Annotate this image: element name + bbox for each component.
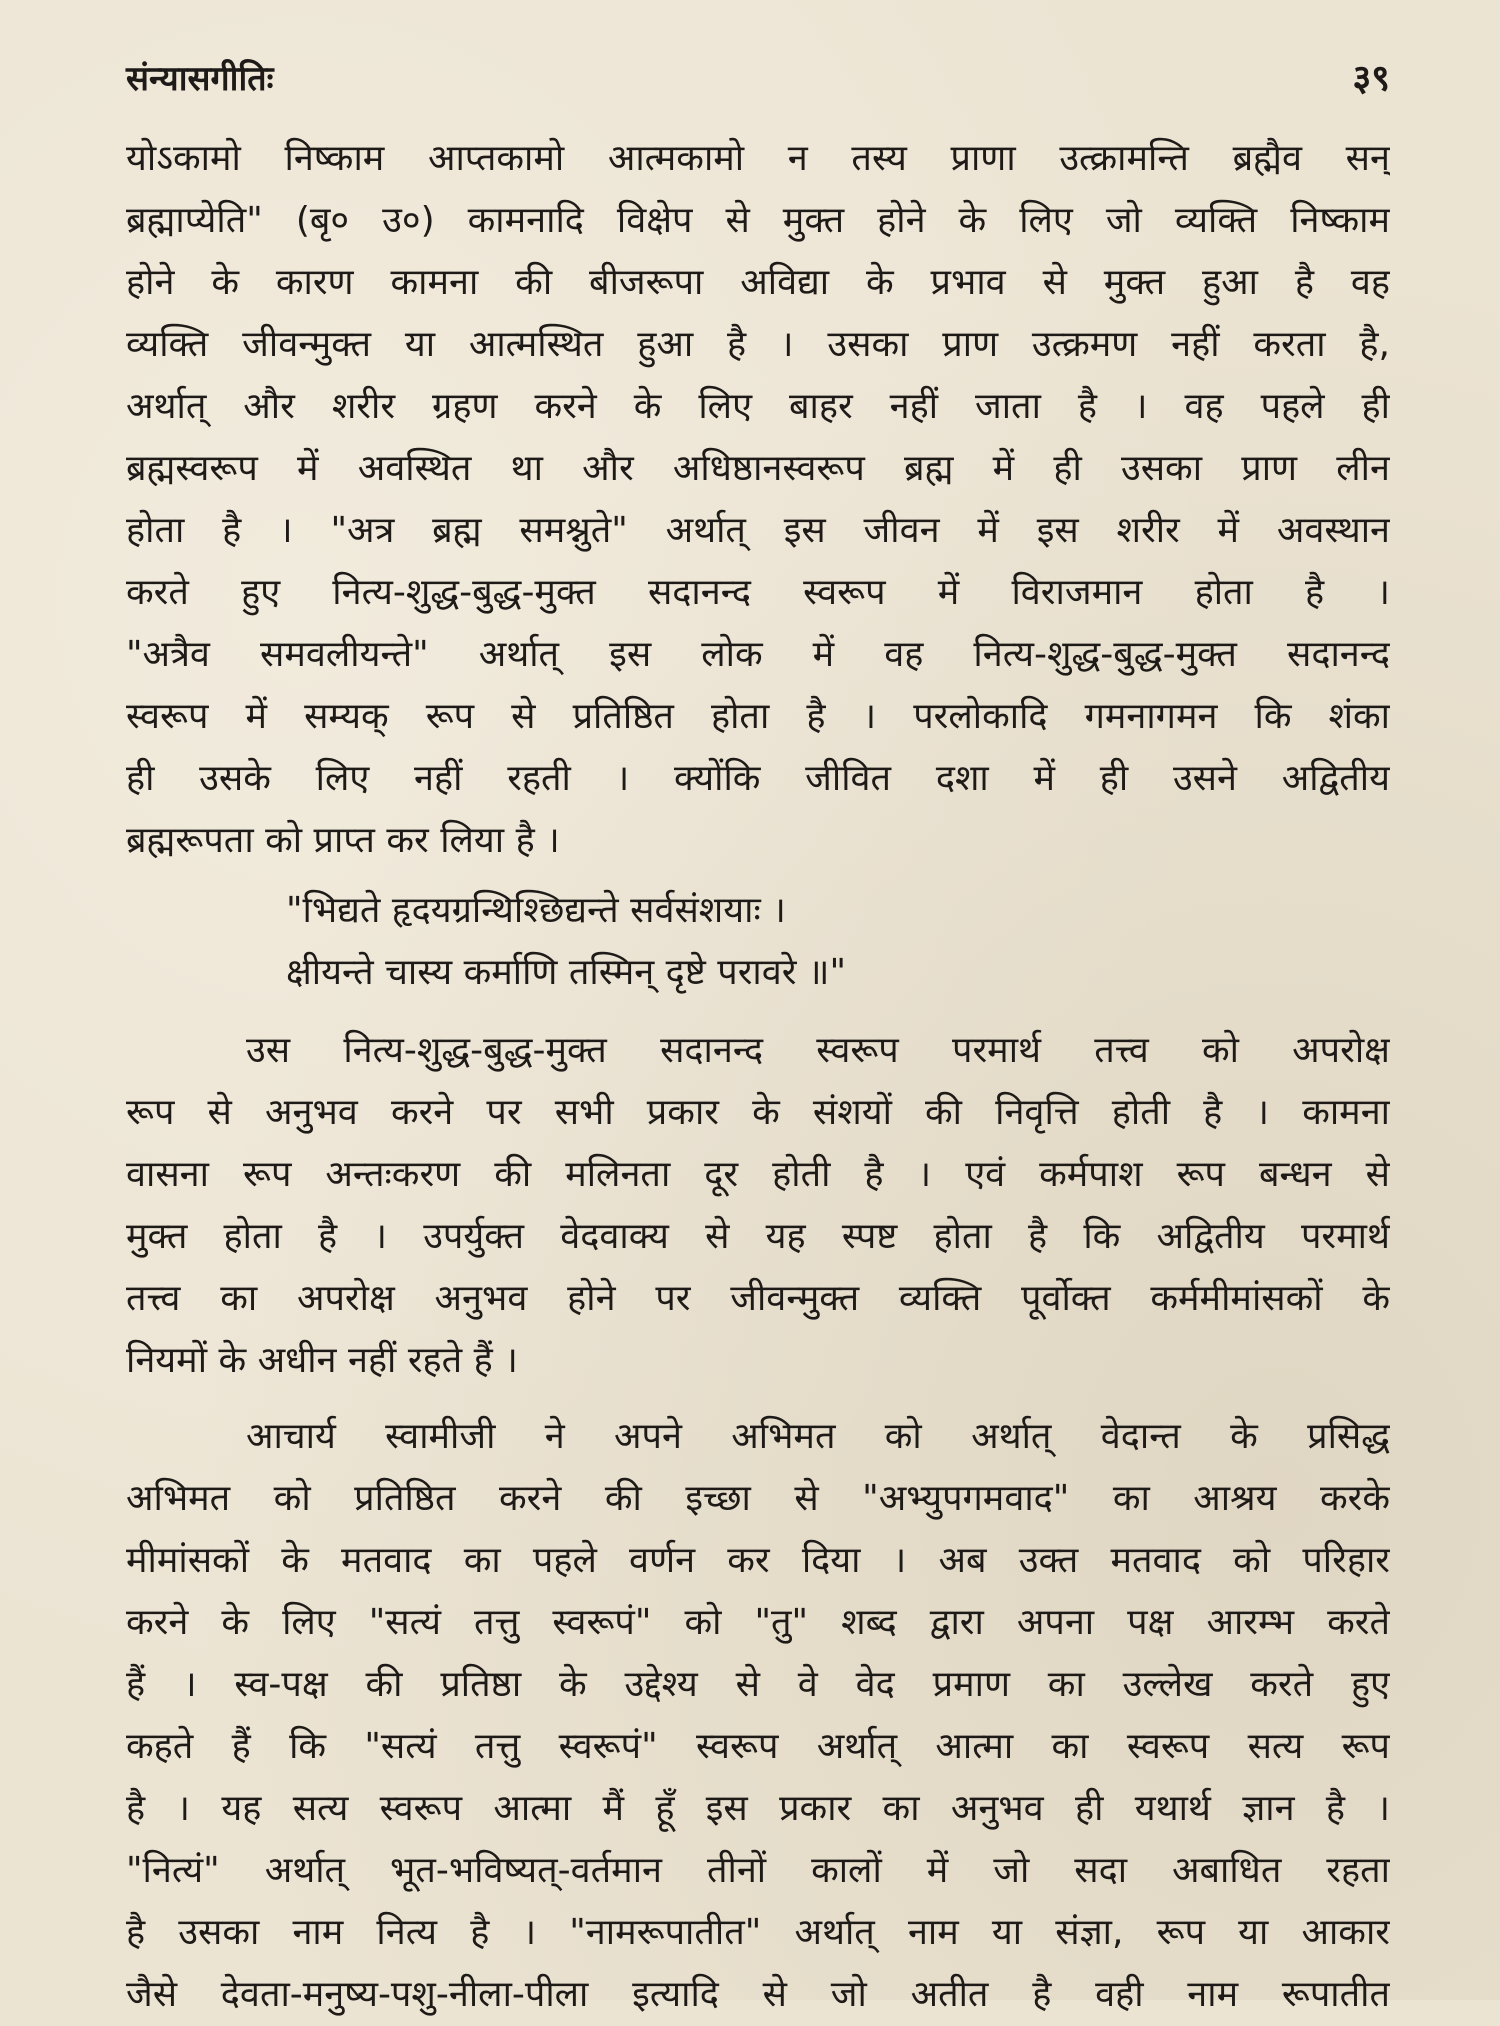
paragraph-1 (126, 128, 1390, 872)
text-line: उस नित्य-शुद्ध-बुद्ध-मुक्त सदानन्द स्वरूप परमार्थ तत्त्व को अपरोक्ष (246, 1030, 1390, 1071)
text-line: अर्थात् और शरीर ग्रहण करने के लिए बाहर नहीं जाता है । वह पहले ही (126, 386, 1390, 427)
text-line: रूप से अनुभव करने पर सभी प्रकार के संशयों की निवृत्ति होती है । कामना (126, 1092, 1390, 1133)
text-line: ही उसके लिए नहीं रहती । क्योंकि जीवित दशा में ही उसने अद्वितीय (126, 758, 1390, 799)
text-line: ब्रह्मस्वरूप में अवस्थित था और अधिष्ठानस्वरूप ब्रह्म में ही उसका प्राण लीन (126, 448, 1390, 489)
text-line: आचार्य स्वामीजी ने अपने अभिमत को अर्थात् वेदान्त के प्रसिद्ध (246, 1416, 1390, 1457)
page-number: ३९ (1352, 58, 1390, 99)
text-line: करते हुए नित्य-शुद्ध-बुद्ध-मुक्त सदानन्द स्वरूप में विराजमान होता है । (126, 572, 1390, 613)
text-line: व्यक्ति जीवन्मुक्त या आत्मस्थित हुआ है । उसका प्राण उत्क्रमण नहीं करता है, (126, 324, 1390, 365)
text-line: होता है । "अत्र ब्रह्म समश्नुते" अर्थात् इस जीवन में इस शरीर में अवस्थान (126, 510, 1390, 551)
text-line: जैसे देवता-मनुष्य-पशु-नीला-पीला इत्यादि से जो अतीत है वही नाम रूपातीत (126, 1974, 1390, 2015)
paragraph-2 (126, 1020, 1390, 1392)
text-line: है उसका नाम नित्य है । "नामरूपातीत" अर्थात् नाम या संज्ञा, रूप या आकार (126, 1912, 1390, 1953)
text-line: नियमों के अधीन नहीं रहते हैं । (126, 1340, 518, 1381)
text-line: योऽकामो निष्काम आप्तकामो आत्मकामो न तस्य प्राणा उत्क्रामन्ति ब्रह्मैव सन् (126, 138, 1390, 179)
text-line: अभिमत को प्रतिष्ठित करने की इच्छा से "अभ्युपगमवाद" का आश्रय करके (126, 1478, 1390, 1519)
text-line: मीमांसकों के मतवाद का पहले वर्णन कर दिया । अब उक्त मतवाद को परिहार (126, 1540, 1390, 1581)
text-line: हैं । स्व-पक्ष की प्रतिष्ठा के उद्देश्य से वे वेद प्रमाण का उल्लेख करते हुए (126, 1664, 1390, 1705)
text-line: करने के लिए "सत्यं तत्तु स्वरूपं" को "तु" शब्द द्वारा अपना पक्ष आरम्भ करते (126, 1602, 1390, 1643)
verse-quote (126, 880, 1390, 1004)
text-line: तत्त्व का अपरोक्ष अनुभव होने पर जीवन्मुक्त व्यक्ति पूर्वोक्त कर्ममीमांसकों के (126, 1278, 1390, 1319)
text-line: स्वरूप में सम्यक् रूप से प्रतिष्ठित होता है । परलोकादि गमनागमन कि शंका (126, 696, 1390, 737)
running-title: संन्यासगीतिः (126, 59, 274, 99)
text-line: होने के कारण कामना की बीजरूपा अविद्या के प्रभाव से मुक्त हुआ है वह (126, 262, 1390, 303)
paragraph-gap (126, 1392, 1390, 1406)
text-line: ब्रह्मरूपता को प्राप्त कर लिया है । (126, 820, 560, 861)
text-line: है । यह सत्य स्वरूप आत्मा मैं हूँ इस प्रकार का अनुभव ही यथार्थ ज्ञान है । (126, 1788, 1390, 1829)
text-line: ब्रह्माप्येति" (बृ० उ०) कामनादि विक्षेप से मुक्त होने के लिए जो व्यक्ति निष्काम (126, 200, 1390, 241)
text-line: कहते हैं कि "सत्यं तत्तु स्वरूपं" स्वरूप अर्थात् आत्मा का स्वरूप सत्य रूप (126, 1726, 1390, 1767)
text-line: "नित्यं" अर्थात् भूत-भविष्यत्-वर्तमान तीनों कालों में जो सदा अबाधित रहता (126, 1850, 1390, 1891)
verse-line: "भिद्यते हृदयग्रन्थिश्छिद्यन्ते सर्वसंशयाः । (286, 890, 786, 931)
text-line: मुक्त होता है । उपर्युक्त वेदवाक्य से यह स्पष्ट होता है कि अद्वितीय परमार्थ (126, 1216, 1390, 1257)
paragraph-3 (126, 1406, 1390, 2026)
page-header (126, 52, 1390, 118)
text-line: वासना रूप अन्तःकरण की मलिनता दूर होती है । एवं कर्मपाश रूप बन्धन से (126, 1154, 1390, 1195)
verse-line: क्षीयन्ते चास्य कर्माणि तस्मिन् दृष्टे परावरे ॥" (286, 952, 847, 993)
text-line: "अत्रैव समवलीयन्ते" अर्थात् इस लोक में वह नित्य-शुद्ध-बुद्ध-मुक्त सदानन्द (126, 634, 1390, 675)
